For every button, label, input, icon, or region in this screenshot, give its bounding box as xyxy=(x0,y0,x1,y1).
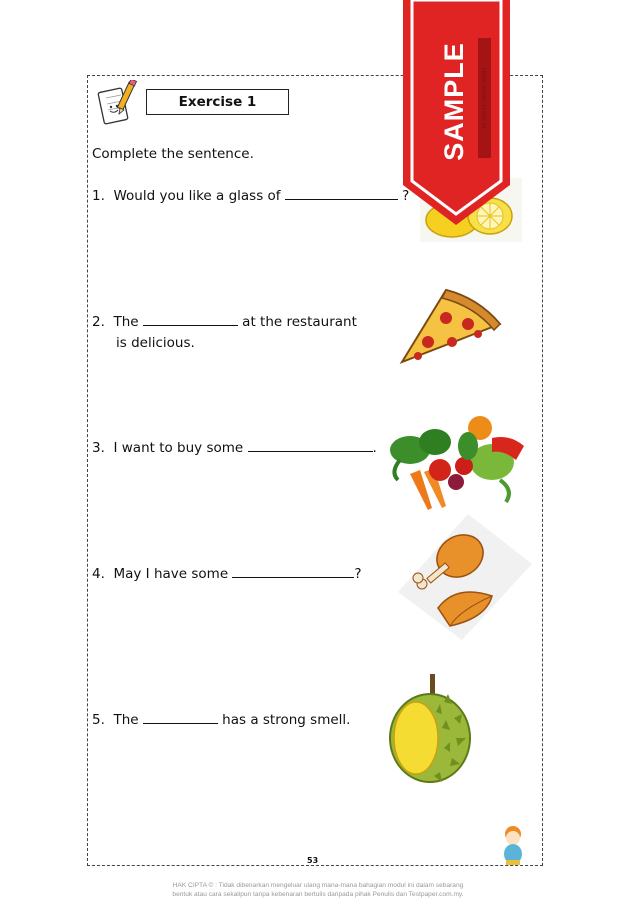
vegetables-icon xyxy=(380,410,532,514)
question-number: 5. xyxy=(92,712,105,728)
footer-line-1: HAK CIPTA © : Tidak dibenarkan mengeluar ulang mana-mana bahagian modul ini dalam sebarang xyxy=(172,882,464,889)
question-number: 3. xyxy=(92,440,105,456)
answer-blank[interactable] xyxy=(248,438,373,452)
answer-blank[interactable] xyxy=(285,186,398,200)
copyright-footer xyxy=(0,881,636,899)
question-3 xyxy=(92,438,377,459)
question-text: The xyxy=(113,712,139,728)
page-number: 53 xyxy=(307,856,319,865)
question-number: 4. xyxy=(92,566,105,582)
pencil-notepad-icon xyxy=(97,80,139,126)
question-text-end: . xyxy=(372,440,377,456)
question-text-end: has a strong smell. xyxy=(217,712,351,728)
sample-watermark-subtext: Ini adalah sampel sahaja xyxy=(481,67,488,129)
question-2 xyxy=(92,312,357,354)
question-5 xyxy=(92,710,350,731)
footer-line-2: bentuk atau cara sekalipun tanpa kebenaran bertulis daripada pihak Penulis dan Testpaper.com.my. xyxy=(172,891,464,898)
answer-blank[interactable] xyxy=(143,710,218,724)
instruction-text: Complete the sentence. xyxy=(92,146,254,162)
question-1 xyxy=(92,186,409,207)
question-text-end: ? xyxy=(354,566,362,582)
question-text-continued: is delicious. xyxy=(116,335,195,351)
question-number: 1. xyxy=(92,188,105,204)
chicken-icon xyxy=(398,514,532,640)
mascot-icon xyxy=(500,824,526,866)
question-text: May I have some xyxy=(113,566,229,582)
sample-watermark-text: SAMPLE xyxy=(438,41,469,161)
question-text: Would you like a glass of xyxy=(113,188,281,204)
question-text-end: at the restaurant xyxy=(237,314,357,330)
question-text: I want to buy some xyxy=(113,440,244,456)
question-number: 2. xyxy=(92,314,105,330)
question-text: The xyxy=(113,314,139,330)
answer-blank[interactable] xyxy=(232,564,354,578)
exercise-title: Exercise 1 xyxy=(146,89,289,115)
pizza-icon xyxy=(398,284,504,368)
answer-blank[interactable] xyxy=(143,312,238,326)
question-text-end: ? xyxy=(397,188,410,204)
question-4 xyxy=(92,564,362,585)
durian-icon xyxy=(384,672,476,786)
